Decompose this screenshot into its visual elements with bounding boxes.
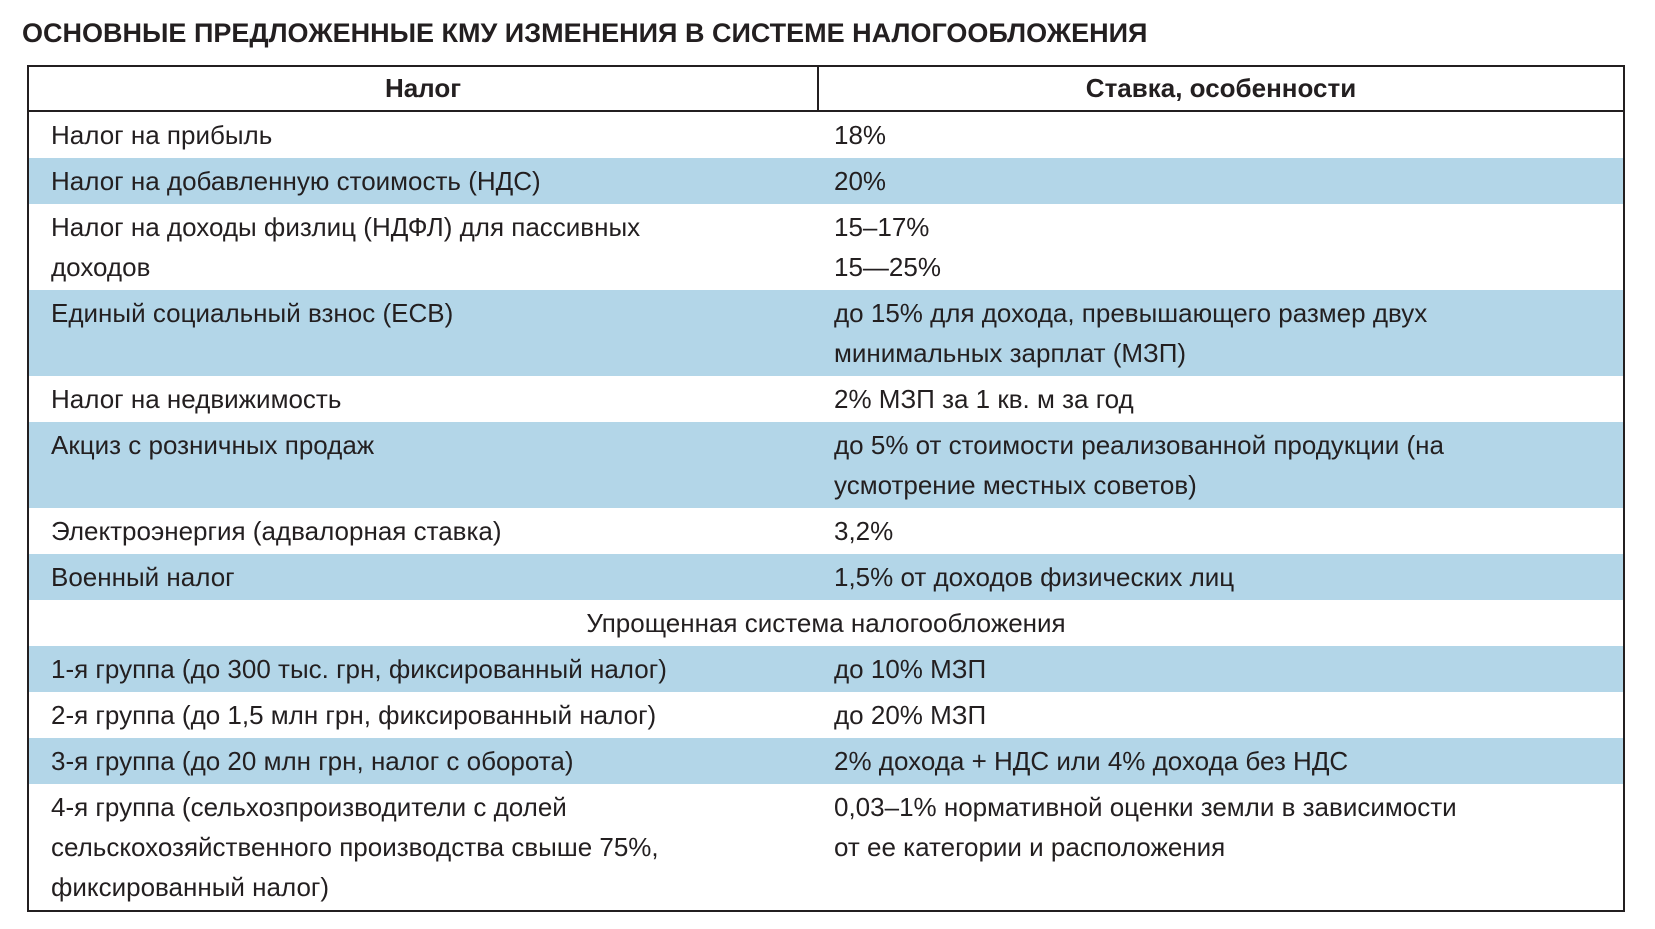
tax-name-cell <box>29 692 819 738</box>
tax-name-cell <box>29 112 819 158</box>
tax-name-line: 4-я группа (сельхозпроизводители с долей <box>51 792 567 822</box>
tax-name-cell <box>29 646 819 692</box>
tax-name-line: Налог на добавленную стоимость (НДС) <box>51 166 541 196</box>
rate-line: 15—25% <box>834 252 941 282</box>
rate-cell <box>819 158 1623 204</box>
table-row <box>29 784 1623 910</box>
table-row <box>29 738 1623 784</box>
tax-name-cell <box>29 422 819 508</box>
tax-name-line: Налог на недвижимость <box>51 384 342 414</box>
rate-line: минимальных зарплат (МЗП) <box>834 338 1187 368</box>
section-title: Упрощенная система налогообложения <box>586 608 1066 638</box>
rate-cell <box>819 784 1623 910</box>
rate-line: 2% МЗП за 1 кв. м за год <box>834 384 1134 414</box>
table-row <box>29 204 1623 290</box>
rate-cell <box>819 422 1623 508</box>
rate-cell <box>819 554 1623 600</box>
tax-name-cell <box>29 158 819 204</box>
rate-line: от ее категории и расположения <box>834 832 1226 862</box>
rate-line: до 15% для дохода, превышающего размер двух <box>834 298 1428 328</box>
rate-cell <box>819 738 1623 784</box>
rate-line: 15–17% <box>834 212 930 242</box>
column-header-rate: Ставка, особенности <box>1085 73 1357 103</box>
rate-line: 1,5% от доходов физических лиц <box>834 562 1235 592</box>
tax-name-cell <box>29 784 819 910</box>
rate-line: 18% <box>834 120 887 150</box>
table-row <box>29 290 1623 376</box>
tax-name-line: 1-я группа (до 300 тыс. грн, фиксированный налог) <box>51 654 667 684</box>
rate-cell <box>819 376 1623 422</box>
page-title: ОСНОВНЫЕ ПРЕДЛОЖЕННЫЕ КМУ ИЗМЕНЕНИЯ В СИСТЕМЕ НАЛОГООБЛОЖЕНИЯ <box>22 18 1148 48</box>
table-row <box>29 646 1623 692</box>
tax-name-cell <box>29 508 819 554</box>
table-row <box>29 692 1623 738</box>
tax-table <box>27 65 1625 912</box>
rate-line: до 10% МЗП <box>834 654 987 684</box>
rate-line: до 5% от стоимости реализованной продукции (на <box>834 430 1444 460</box>
tax-name-line: 2-я группа (до 1,5 млн грн, фиксированный налог) <box>51 700 657 730</box>
rate-line: до 20% МЗП <box>834 700 987 730</box>
tax-name-cell <box>29 290 819 376</box>
rate-line: 20% <box>834 166 887 196</box>
rate-cell <box>819 112 1623 158</box>
rate-line: 0,03–1% нормативной оценки земли в зависимости <box>834 792 1457 822</box>
table-row <box>29 422 1623 508</box>
rate-cell <box>819 290 1623 376</box>
rate-line: 3,2% <box>834 516 894 546</box>
tax-name-line: Налог на доходы физлиц (НДФЛ) для пассивных <box>51 212 641 242</box>
tax-name-line: Электроэнергия (адвалорная ставка) <box>51 516 502 546</box>
rate-line: усмотрение местных советов) <box>834 470 1197 500</box>
tax-name-line: Единый социальный взнос (ЕСВ) <box>51 298 454 328</box>
table-row <box>29 508 1623 554</box>
tax-name-line: Налог на прибыль <box>51 120 273 150</box>
table-row <box>29 112 1623 158</box>
table-row <box>29 376 1623 422</box>
tax-name-line: доходов <box>51 252 151 282</box>
table-row <box>29 554 1623 600</box>
tax-name-line: фиксированный налог) <box>51 872 330 902</box>
tax-name-cell <box>29 554 819 600</box>
tax-name-cell <box>29 738 819 784</box>
tax-name-line: сельскохозяйственного производства свыше 75%, <box>51 832 659 862</box>
tax-name-cell <box>29 376 819 422</box>
rate-line: 2% дохода + НДС или 4% дохода без НДС <box>834 746 1349 776</box>
tax-name-cell <box>29 204 819 290</box>
tax-name-line: 3-я группа (до 20 млн грн, налог с оборота) <box>51 746 574 776</box>
section-row-simplified <box>29 600 1623 646</box>
column-header-tax: Налог <box>29 67 819 110</box>
table-header-row <box>29 67 1623 112</box>
rate-cell <box>819 646 1623 692</box>
table-row <box>29 158 1623 204</box>
rate-cell <box>819 508 1623 554</box>
rate-cell <box>819 692 1623 738</box>
tax-name-line: Акциз с розничных продаж <box>51 430 375 460</box>
tax-name-line: Военный налог <box>51 562 235 592</box>
rate-cell <box>819 204 1623 290</box>
